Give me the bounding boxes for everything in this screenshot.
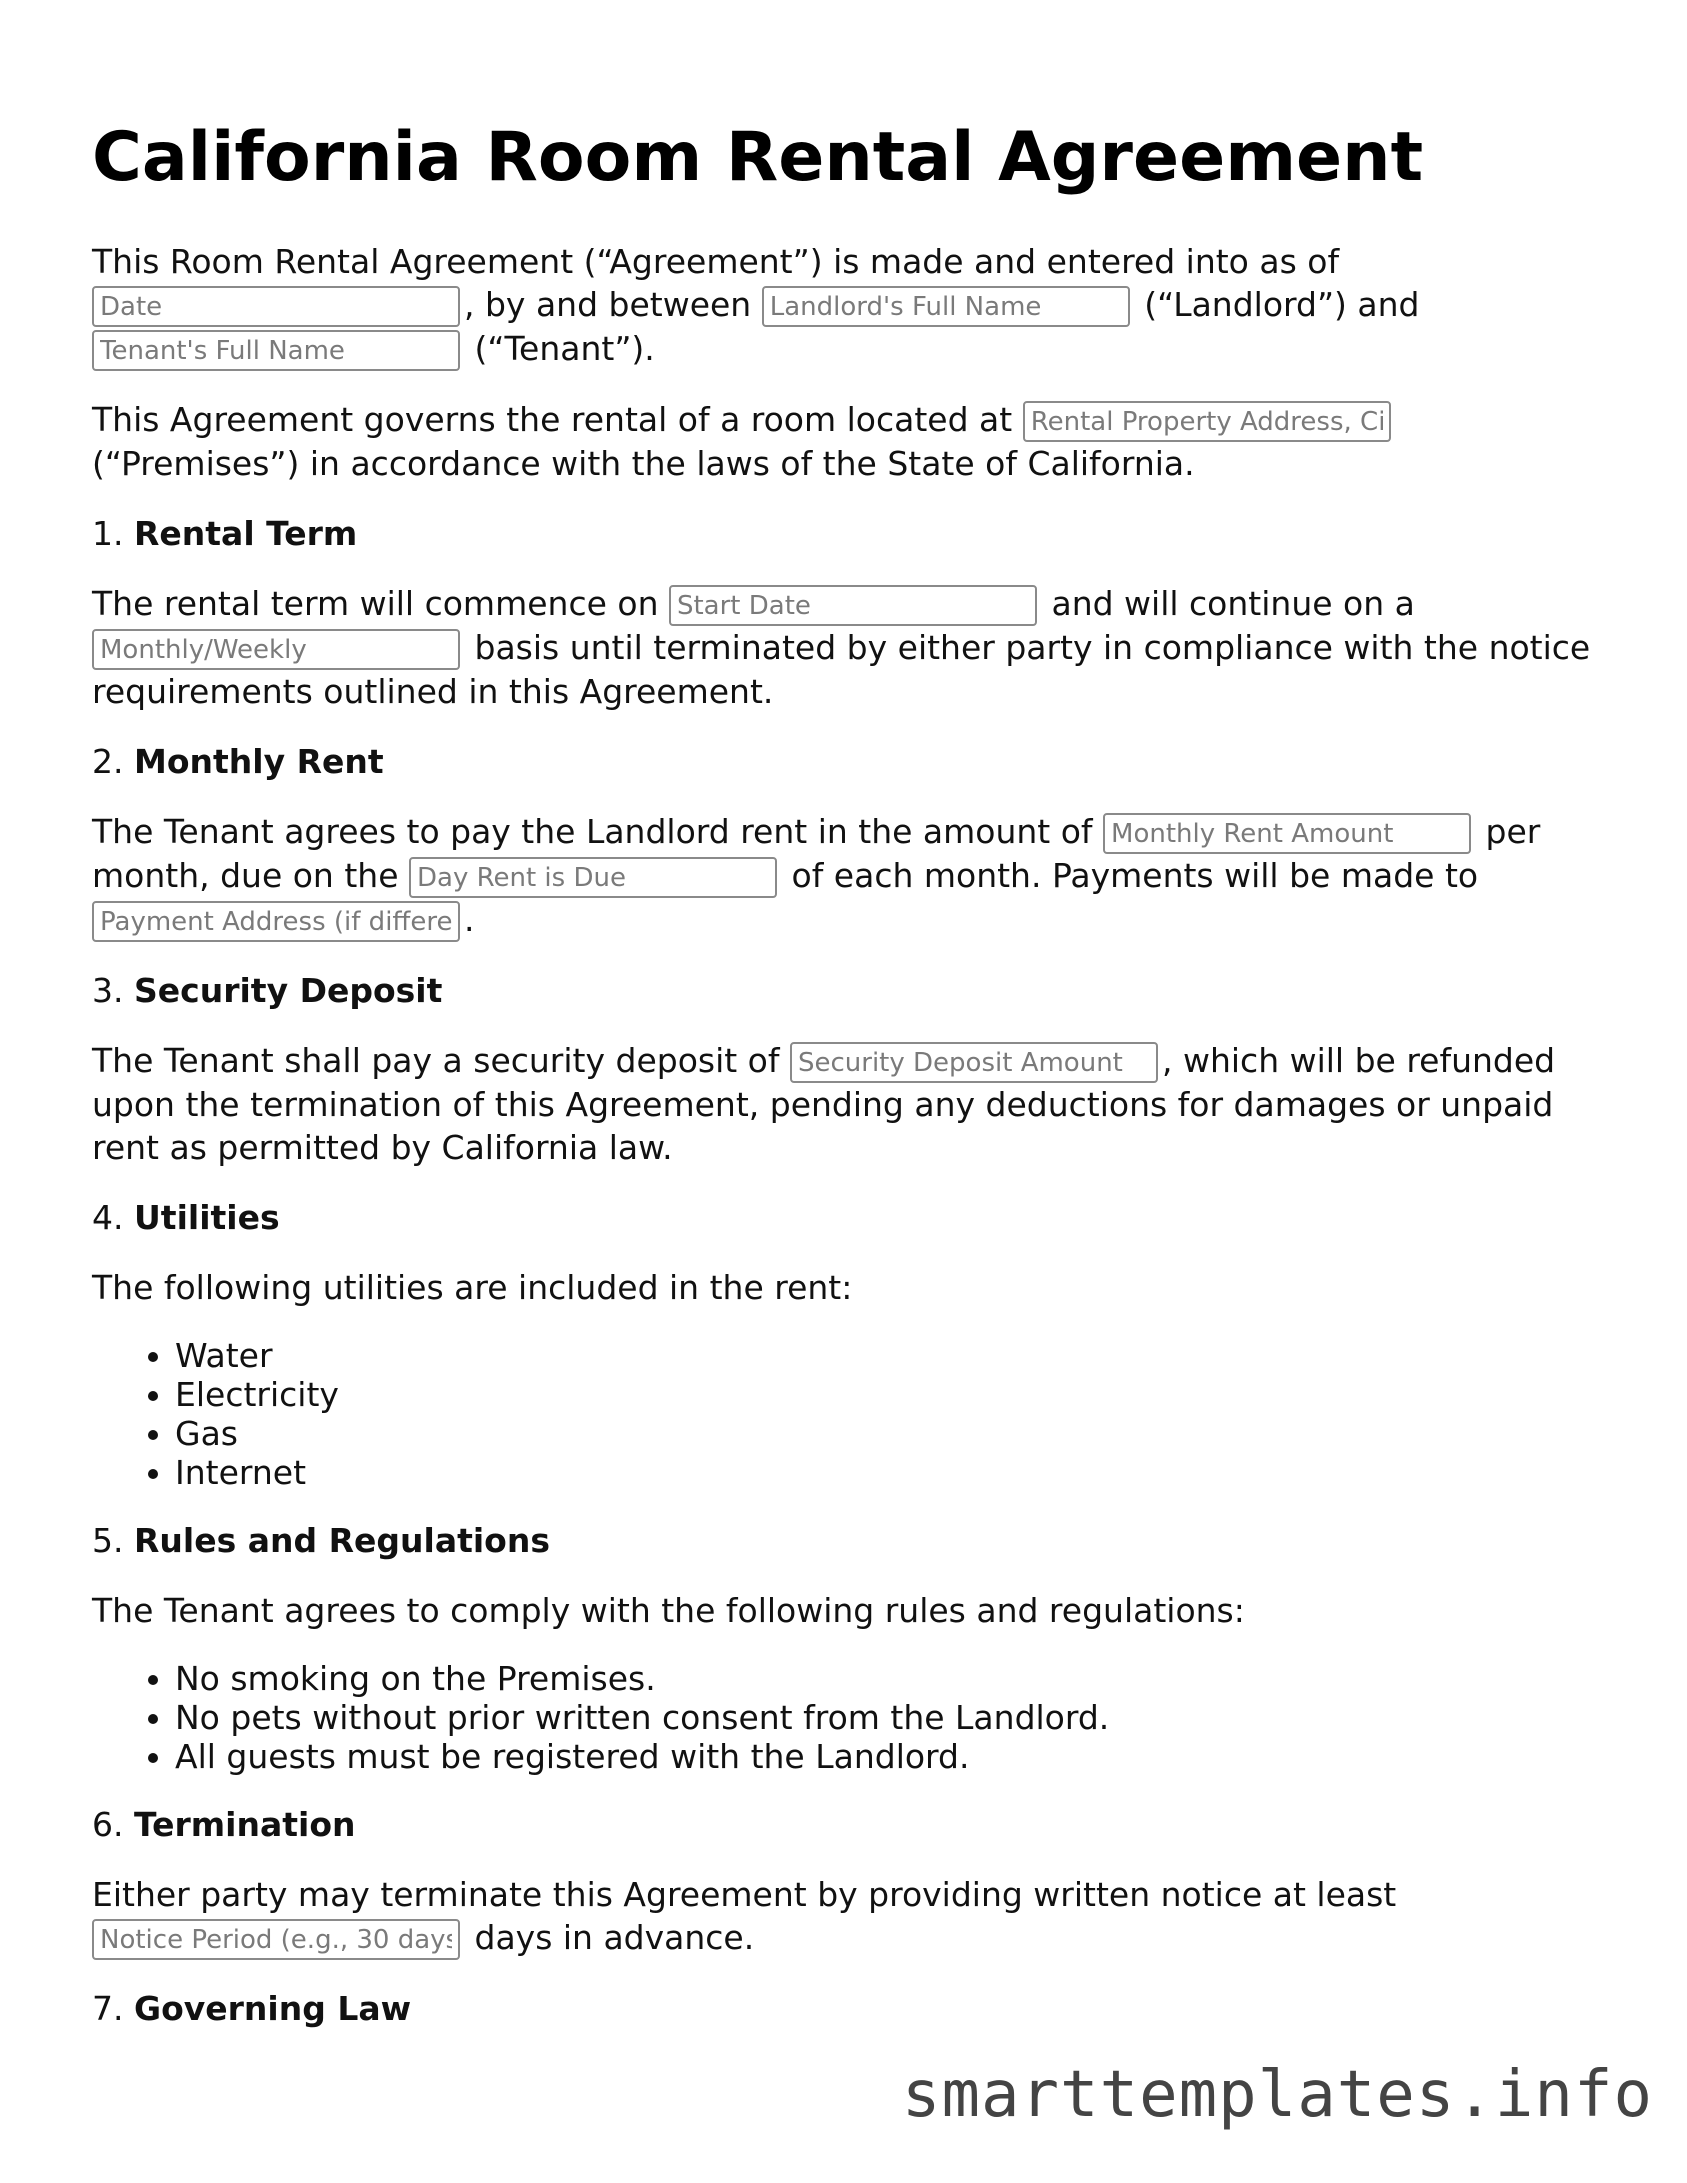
rental-term-text-2: and will continue on a bbox=[1051, 584, 1415, 623]
section-number: 5. bbox=[92, 1521, 124, 1560]
premises-text-1: This Agreement governs the rental of a room located at bbox=[92, 400, 1013, 439]
tenant-name-field[interactable] bbox=[92, 330, 460, 371]
utilities-list bbox=[92, 1336, 1592, 1492]
monthly-rent-text-2: per month, due on the bbox=[92, 812, 1541, 895]
termination-text-1: Either party may terminate this Agreement by providing written notice at least bbox=[92, 1875, 1397, 1914]
termination-paragraph bbox=[92, 1873, 1592, 1960]
section-number: 1. bbox=[92, 514, 124, 553]
rules-intro: The Tenant agrees to comply with the following rules and regulations: bbox=[92, 1591, 1245, 1630]
intro-text-1: This Room Rental Agreement (“Agreement”) is made and entered into as of bbox=[92, 242, 1340, 281]
section-number: 6. bbox=[92, 1805, 124, 1844]
section-number: 7. bbox=[92, 1989, 124, 2028]
list-item: • Internet bbox=[175, 1453, 1592, 1492]
section-title: Monthly Rent bbox=[134, 742, 384, 781]
monthly-rent-text-4: . bbox=[464, 900, 475, 939]
monthly-rent-paragraph bbox=[92, 810, 1592, 942]
rules-list bbox=[92, 1659, 1592, 1776]
section-heading-governing-law bbox=[92, 1987, 1592, 2030]
deposit-amount-field[interactable] bbox=[790, 1042, 1158, 1083]
security-deposit-paragraph bbox=[92, 1039, 1592, 1169]
intro-text-2: , by and between bbox=[464, 285, 752, 324]
watermark-text: smarttemplates.info bbox=[901, 2058, 1653, 2132]
section-number: 4. bbox=[92, 1198, 124, 1237]
payment-address-field[interactable] bbox=[92, 901, 460, 942]
section-title: Utilities bbox=[134, 1198, 280, 1237]
monthly-rent-text-1: The Tenant agrees to pay the Landlord rent in the amount of bbox=[92, 812, 1093, 851]
intro-paragraph bbox=[92, 240, 1592, 371]
section-heading-termination bbox=[92, 1803, 1592, 1846]
list-item: • Water bbox=[175, 1336, 1592, 1375]
premises-text-2: (“Premises”) in accordance with the laws of the State of California. bbox=[92, 444, 1195, 483]
start-date-field[interactable] bbox=[669, 585, 1037, 626]
rental-term-text-3: basis until terminated by either party in compliance with the notice requirements outlined in this Agreement. bbox=[92, 628, 1591, 711]
intro-text-3: (“Landlord”) and bbox=[1144, 285, 1420, 324]
notice-period-field[interactable] bbox=[92, 1919, 460, 1960]
property-address-field[interactable] bbox=[1023, 401, 1391, 442]
date-field[interactable] bbox=[92, 286, 460, 327]
list-item: • No pets without prior written consent from the Landlord. bbox=[175, 1698, 1592, 1737]
section-heading-rules bbox=[92, 1519, 1592, 1562]
intro-text-4: (“Tenant”). bbox=[474, 329, 655, 368]
rental-term-paragraph bbox=[92, 582, 1592, 713]
rental-basis-field[interactable] bbox=[92, 629, 460, 670]
monthly-rent-text-3: of each month. Payments will be made to bbox=[791, 856, 1479, 895]
section-heading-rental-term bbox=[92, 512, 1592, 555]
section-number: 3. bbox=[92, 971, 124, 1010]
document-page bbox=[92, 118, 1592, 2057]
utilities-intro: The following utilities are included in the rent: bbox=[92, 1268, 853, 1307]
list-item: • Electricity bbox=[175, 1375, 1592, 1414]
section-title: Security Deposit bbox=[134, 971, 443, 1010]
list-item: • All guests must be registered with the Landlord. bbox=[175, 1737, 1592, 1776]
premises-paragraph bbox=[92, 398, 1592, 485]
section-title: Rules and Regulations bbox=[134, 1521, 550, 1560]
security-deposit-text-2: , which will be refunded upon the termination of this Agreement, pending any deductions for damages or unpaid rent as permitted by California law. bbox=[92, 1041, 1556, 1167]
section-title: Rental Term bbox=[134, 514, 358, 553]
termination-text-2: days in advance. bbox=[474, 1918, 755, 1957]
rental-term-text-1: The rental term will commence on bbox=[92, 584, 659, 623]
list-item: • No smoking on the Premises. bbox=[175, 1659, 1592, 1698]
section-heading-monthly-rent bbox=[92, 740, 1592, 783]
section-heading-security-deposit bbox=[92, 969, 1592, 1012]
section-number: 2. bbox=[92, 742, 124, 781]
document-title: California Room Rental Agreement bbox=[92, 118, 1424, 197]
rent-amount-field[interactable] bbox=[1103, 813, 1471, 854]
section-heading-utilities bbox=[92, 1196, 1592, 1239]
section-title: Governing Law bbox=[134, 1989, 412, 2028]
section-title: Termination bbox=[134, 1805, 356, 1844]
list-item: • Gas bbox=[175, 1414, 1592, 1453]
security-deposit-text-1: The Tenant shall pay a security deposit of bbox=[92, 1041, 780, 1080]
landlord-name-field[interactable] bbox=[762, 286, 1130, 327]
rent-due-day-field[interactable] bbox=[409, 857, 777, 898]
